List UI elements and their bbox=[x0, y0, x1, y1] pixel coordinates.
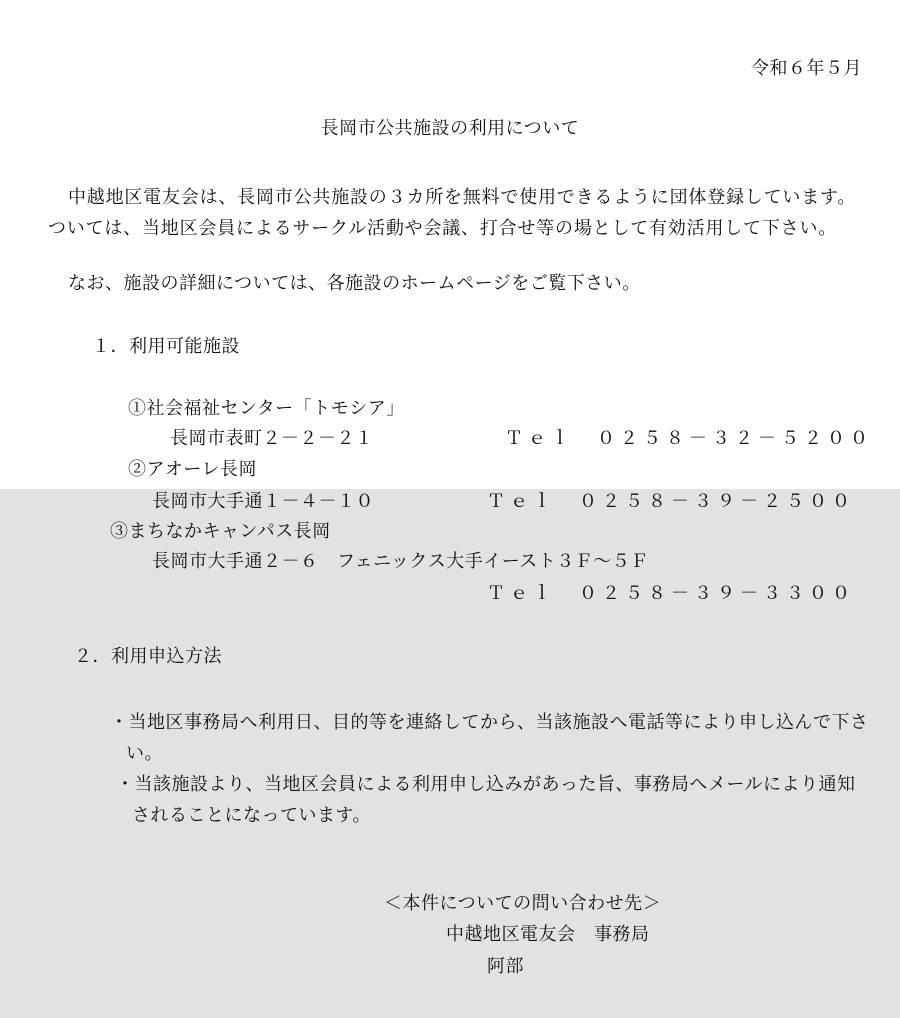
facility-name: ③まちなかキャンパス長岡 bbox=[110, 521, 331, 542]
facility-address: 長岡市大手通２－６ フェニックス大手イースト３Ｆ～５Ｆ bbox=[152, 551, 649, 572]
contact-organization: 中越地区電友会 事務局 bbox=[446, 924, 650, 945]
contact-person: 阿部 bbox=[487, 956, 524, 977]
intro-paragraph: 中越地区電友会は、長岡市公共施設の３カ所を無料で使用できるように団体登録しています。ついては、当地区会員によるサークル活動や会議、打合せ等の場として有効活用して下さい。 bbox=[48, 187, 857, 239]
application-bullet: ・当地区事務局へ利用日、目的等を連絡してから、当該施設へ電話等により申し込んで下さい。 bbox=[110, 712, 869, 764]
facility-name: ②アオーレ長岡 bbox=[128, 459, 257, 480]
facility-address: 長岡市表町２－２－２１ bbox=[170, 428, 374, 449]
facility-address: 長岡市大手通１－４－１０ bbox=[152, 491, 374, 512]
facility-name: ①社会福祉センター「トモシア」 bbox=[128, 398, 405, 419]
note-paragraph: なお、施設の詳細については、各施設のホームページをご覧下さい。 bbox=[68, 273, 641, 294]
document-date: 令和６年５月 bbox=[751, 58, 862, 79]
facility-tel: Ｔｅｌ ０２５８－３９－３３００ bbox=[487, 583, 855, 604]
facility-tel: Ｔｅｌ ０２５８－３２－５２００ bbox=[505, 428, 873, 449]
document-title: 長岡市公共施設の利用について bbox=[320, 118, 580, 139]
contact-heading: ＜本件についての問い合わせ先＞ bbox=[384, 893, 662, 914]
section-heading-facilities: １．利用可能施設 bbox=[92, 336, 240, 357]
facility-tel: Ｔｅｌ ０２５８－３９－２５００ bbox=[487, 491, 855, 512]
section-heading-application: ２．利用申込方法 bbox=[74, 646, 222, 667]
application-bullet: ・当該施設より、当地区会員による利用申し込みがあった旨、事務局へメールにより通知されることになっています。 bbox=[116, 774, 856, 826]
